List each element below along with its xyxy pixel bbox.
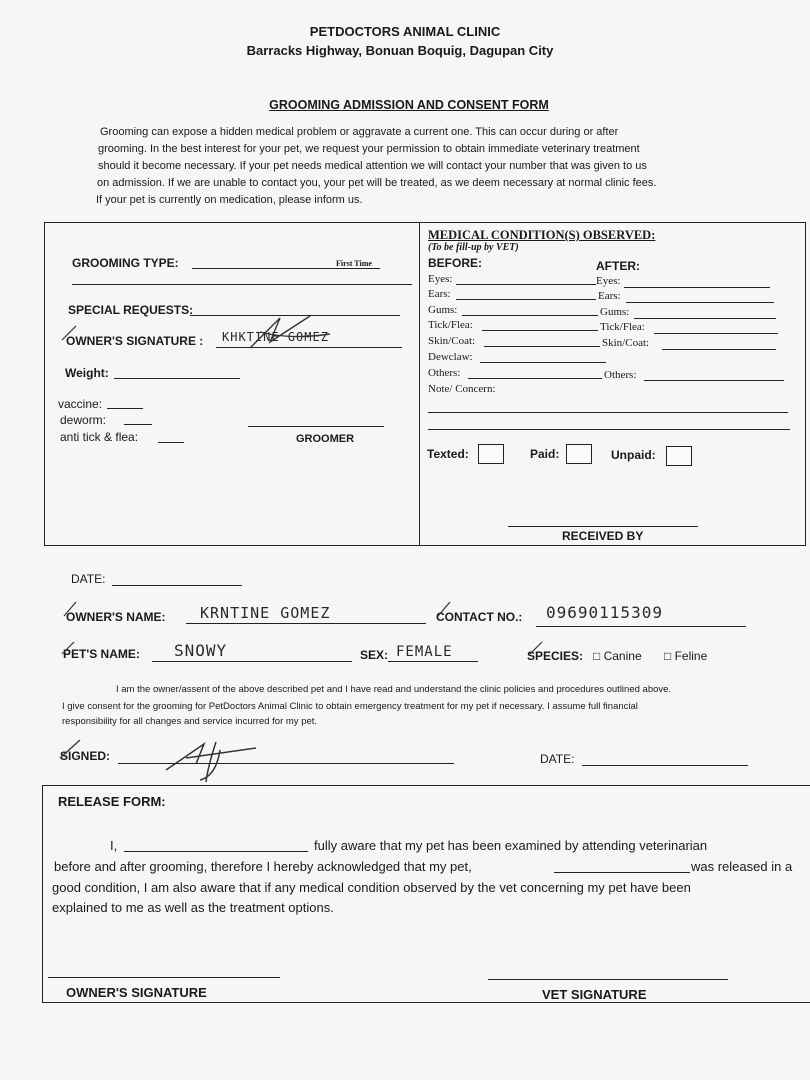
note-line-1[interactable]	[428, 412, 788, 413]
canine-option[interactable]	[593, 649, 642, 663]
contact-line[interactable]	[536, 626, 746, 627]
consent-line-1: I am the owner/assent of the above described pet and I have read and understand the clinic policies and procedures outlined above.	[116, 684, 672, 695]
received-by-label: RECEIVED BY	[562, 529, 644, 543]
before-tick-line[interactable]	[482, 330, 598, 331]
contact-value: 09690115309	[546, 603, 663, 622]
signed-date-line[interactable]	[582, 765, 748, 766]
unpaid-label: Unpaid:	[611, 448, 656, 462]
before-skin: Skin/Coat:	[428, 335, 476, 347]
unpaid-checkbox[interactable]	[666, 446, 692, 466]
clinic-address: Barracks Highway, Bonuan Boquig, Dagupan City	[246, 43, 554, 58]
release-vet-signature-label: VET SIGNATURE	[542, 987, 647, 1002]
owner-signature-value: KHKTINE GOMEZ	[222, 330, 329, 344]
feline-checkbox-icon: □	[664, 649, 672, 663]
after-others-line[interactable]	[644, 380, 784, 381]
pet-name-label: PET'S NAME:	[63, 647, 140, 661]
vaccine-label: vaccine:	[58, 397, 103, 411]
intro-line-5: If your pet is currently on medication, please inform us.	[96, 194, 363, 206]
intro-line-2: grooming. In the best interest for your pet, we request your permission to obtain immediate veterinary treatment	[98, 143, 640, 155]
before-gums-line[interactable]	[462, 315, 598, 316]
weight-line[interactable]	[114, 378, 240, 379]
feline-label: Feline	[674, 649, 708, 663]
signed-label: SIGNED:	[60, 749, 111, 763]
release-line-3: good condition, I am also aware that if any medical condition observed by the vet concerning my pet have been	[52, 880, 691, 895]
canine-checkbox-icon: □	[593, 649, 601, 663]
before-others: Others:	[428, 367, 461, 379]
paid-label: Paid:	[530, 447, 560, 461]
groomer-label: GROOMER	[296, 433, 355, 445]
intro-line-4: on admission. If we are unable to contact you, your pet will be treated, as we deem necessary at normal clinic fees.	[97, 177, 657, 189]
medical-title: MEDICAL CONDITION(S) OBSERVED:	[428, 228, 656, 242]
check-mark-icon	[60, 322, 80, 344]
release-line-1: fully aware that my pet has been examined by attending veterinarian	[314, 838, 708, 853]
release-i-label: I,	[110, 838, 118, 853]
after-skin: Skin/Coat:	[602, 337, 650, 349]
deworm-line[interactable]	[124, 424, 152, 425]
release-vet-sig-line[interactable]	[488, 979, 728, 980]
feline-option[interactable]	[664, 649, 707, 663]
vaccine-line[interactable]	[107, 408, 143, 409]
release-title: RELEASE FORM:	[58, 794, 166, 809]
deworm-label: deworm:	[60, 413, 107, 427]
after-skin-line[interactable]	[662, 349, 776, 350]
owner-name-line[interactable]	[186, 623, 426, 624]
after-label: AFTER:	[596, 259, 640, 273]
sex-value: FEMALE	[396, 644, 453, 660]
pet-name-value: SNOWY	[174, 641, 228, 660]
grooming-type-line-2[interactable]	[72, 284, 412, 285]
after-eyes-line[interactable]	[624, 287, 770, 288]
before-ears: Ears:	[428, 288, 451, 300]
grooming-type-line[interactable]	[192, 268, 380, 269]
signature-scribble-icon	[160, 736, 270, 786]
main-table	[44, 222, 806, 546]
owner-name-label: OWNER'S NAME:	[66, 610, 166, 624]
first-time-label: First Time	[336, 259, 372, 268]
date-label: DATE:	[71, 572, 106, 586]
before-skin-line[interactable]	[484, 346, 600, 347]
before-eyes: Eyes:	[428, 273, 453, 285]
release-owner-signature-label: OWNER'S SIGNATURE	[66, 985, 207, 1000]
before-ears-line[interactable]	[456, 299, 596, 300]
after-eyes: Eyes:	[596, 275, 621, 287]
intro-line-1: Grooming can expose a hidden medical problem or aggravate a current one. This can occur during or after	[100, 126, 619, 138]
medical-subtitle: (To be fill-up by VET)	[428, 242, 519, 253]
consent-line-2: I give consent for the grooming for PetDoctors Animal Clinic to obtain emergency treatment for my pet if necessary. I assume full financial	[62, 701, 638, 712]
anti-tick-line[interactable]	[158, 442, 184, 443]
paid-checkbox[interactable]	[566, 444, 592, 464]
clinic-name: PETDOCTORS ANIMAL CLINIC	[309, 24, 501, 39]
release-line-2-end: was released in a	[691, 859, 793, 874]
after-ears: Ears:	[598, 290, 621, 302]
note-concern: Note/ Concern:	[428, 383, 496, 395]
texted-label: Texted:	[427, 447, 469, 461]
texted-checkbox[interactable]	[478, 444, 504, 464]
form-title: GROOMING ADMISSION AND CONSENT FORM	[269, 98, 549, 112]
after-others: Others:	[604, 369, 637, 381]
canine-label: Canine	[603, 649, 642, 663]
table-divider	[419, 223, 420, 545]
check-mark-icon	[528, 640, 544, 658]
before-others-line[interactable]	[468, 378, 602, 379]
before-tick: Tick/Flea:	[428, 319, 473, 331]
note-line-2[interactable]	[428, 429, 790, 430]
special-requests-label: SPECIAL REQUESTS:	[68, 303, 194, 317]
species-label: SPECIES:	[527, 649, 584, 663]
release-owner-sig-line[interactable]	[48, 977, 280, 978]
sex-label: SEX:	[360, 648, 389, 662]
before-dewclaw-line[interactable]	[480, 362, 606, 363]
before-label: BEFORE:	[428, 256, 482, 270]
check-mark-icon	[436, 600, 452, 620]
before-dewclaw: Dewclaw:	[428, 351, 473, 363]
sex-line[interactable]	[388, 661, 478, 662]
after-gums-line[interactable]	[634, 318, 776, 319]
signature-scribble-icon	[240, 312, 340, 356]
groomer-line[interactable]	[248, 426, 384, 427]
release-line-2: before and after grooming, therefore I hereby acknowledged that my pet,	[54, 859, 472, 874]
before-gums: Gums:	[428, 304, 458, 316]
after-tick-line[interactable]	[654, 333, 778, 334]
pet-name-line[interactable]	[152, 661, 352, 662]
owner-signature-label: OWNER'S SIGNATURE :	[66, 334, 204, 348]
after-ears-line[interactable]	[626, 302, 774, 303]
after-gums: Gums:	[600, 306, 630, 318]
owner-name-value: KRNTINE GOMEZ	[200, 604, 331, 622]
grooming-type-label: GROOMING TYPE:	[72, 256, 179, 270]
check-mark-icon	[60, 640, 76, 658]
before-eyes-line[interactable]	[456, 284, 596, 285]
after-tick: Tick/Flea:	[600, 321, 645, 333]
contact-label: CONTACT NO.:	[436, 610, 523, 624]
date-line[interactable]	[112, 585, 242, 586]
check-mark-icon	[58, 736, 84, 762]
release-pet-line[interactable]	[554, 872, 690, 873]
anti-tick-label: anti tick & flea:	[60, 430, 139, 444]
signed-date-label: DATE:	[540, 752, 575, 766]
received-by-line[interactable]	[508, 526, 698, 527]
consent-line-3: responsibility for all changes and service incurred for my pet.	[62, 716, 318, 727]
release-name-line[interactable]	[124, 851, 308, 852]
weight-label: Weight:	[65, 366, 109, 380]
check-mark-icon	[62, 600, 78, 620]
intro-line-3: should it become necessary. If your pet needs medical attention we will contact your number that was given to us	[98, 160, 647, 172]
release-line-4: explained to me as well as the treatment options.	[52, 900, 334, 915]
